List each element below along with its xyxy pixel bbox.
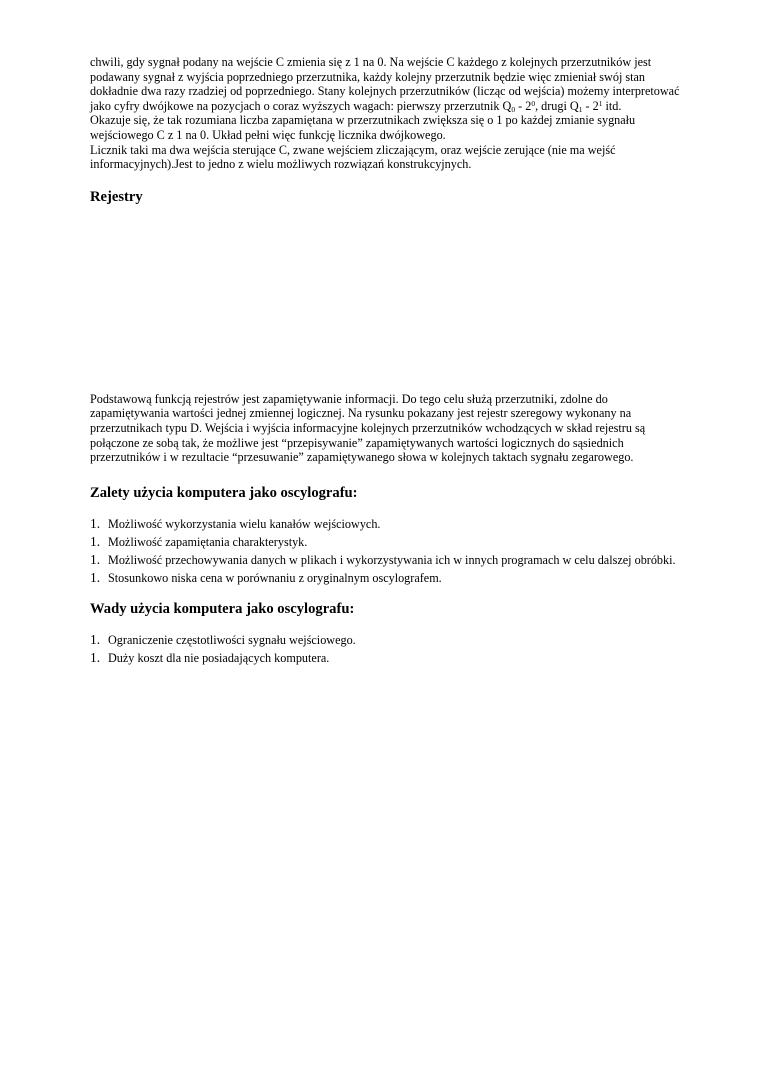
list-number: 1.	[90, 515, 101, 531]
intro-text-c: , drugi Q	[535, 98, 579, 113]
intro-paragraph-1	[90, 55, 680, 113]
list-text: Ograniczenie częstotliwości sygnału wejściowego.	[108, 633, 356, 648]
intro-paragraph-2: Okazuje się, że tak rozumiana liczba zapamiętana w przerzutnikach zwiększa się o 1 po każdej zmianie sygnału wejściowego C z 1 na 0. Układ pełni więc funkcję licznika dwójkowego.	[90, 113, 636, 142]
heading-zalety: Zalety użycia komputera jako oscylografu:	[90, 484, 358, 501]
list-number: 1.	[90, 650, 101, 666]
list-number: 1.	[90, 551, 101, 567]
intro-text-b: - 2	[515, 98, 532, 113]
intro-paragraph-3: Licznik taki ma dwa wejścia sterujące C, zwane wejściem zliczającym, oraz wejście zerujące (nie ma wejść informacyjnych).Jest to jedno z wielu możliwych rozwiązań konstrukcyjnych.	[90, 142, 616, 172]
list-text: Możliwość przechowywania danych w plikach i wykorzystywania ich w innych programach w celu dalszej obróbki.	[108, 552, 676, 567]
intro-text-e: itd.	[602, 98, 622, 113]
heading-rejestry: Rejestry	[90, 188, 143, 205]
document-page	[90, 55, 680, 669]
subscript-q0: 0	[511, 104, 516, 114]
wady-list	[90, 633, 680, 666]
list-text: Stosunkowo niska cena w porównaniu z oryginalnym oscylografem.	[108, 570, 442, 585]
heading-wady: Wady użycia komputera jako oscylografu:	[90, 601, 355, 618]
list-text: Możliwość zapamiętania charakterystyk.	[108, 534, 308, 549]
list-item	[90, 517, 680, 532]
zalety-list	[90, 517, 680, 586]
list-item	[90, 535, 680, 550]
intro-text-d: - 2	[582, 98, 599, 113]
rejestry-paragraph: Podstawową funkcją rejestrów jest zapamiętywanie informacji. Do tego celu służą przerzutniki, zdolne do zapamiętywania wartości jednej zmiennej logicznej. Na rysunku pokazany jest rejestr szeregowy wykonany na przerzutnikach typu D. Wejścia i wyjścia informacyjne kolejnych przerzutników wchodzących w skład rejestru są połączone ze sobą tak, że możliwe jest “przepisywanie” zapamiętywanych wartości logicznych do sąsiednich przerzutników i w rezultacie “przesuwanie” zapamiętywanego słowa w kolejnych taktach sygnału zegarowego.	[90, 391, 646, 465]
superscript-exp0: 0	[531, 98, 536, 108]
list-item	[90, 553, 680, 568]
subscript-q1: 1	[578, 104, 583, 114]
list-item	[90, 651, 680, 666]
list-number: 1.	[90, 533, 101, 549]
intro-text-a: chwili, gdy sygnał podany na wejście C zmienia się z 1 na 0. Na wejście C każdego z kolejnych przerzutników jest podawany sygnał z wyjścia poprzedniego przerzutnika, każdy kolejny przerzutnik będzie więc zmieniał swój stan dokładnie dwa razy rzadziej od poprzedniego. Stany kolejnych przerzutników (licząc od wejścia) możemy interpretować jako cyfry dwójkowe na pozycjach o coraz wyższych wagach: pierwszy przerzutnik Q	[90, 55, 680, 113]
list-number: 1.	[90, 569, 101, 585]
list-item	[90, 633, 680, 648]
list-item	[90, 571, 680, 586]
list-text: Duży koszt dla nie posiadających komputera.	[108, 651, 330, 666]
list-number: 1.	[90, 632, 101, 648]
list-text: Możliwość wykorzystania wielu kanałów wejściowych.	[108, 516, 381, 531]
superscript-exp1: 1	[598, 98, 603, 108]
